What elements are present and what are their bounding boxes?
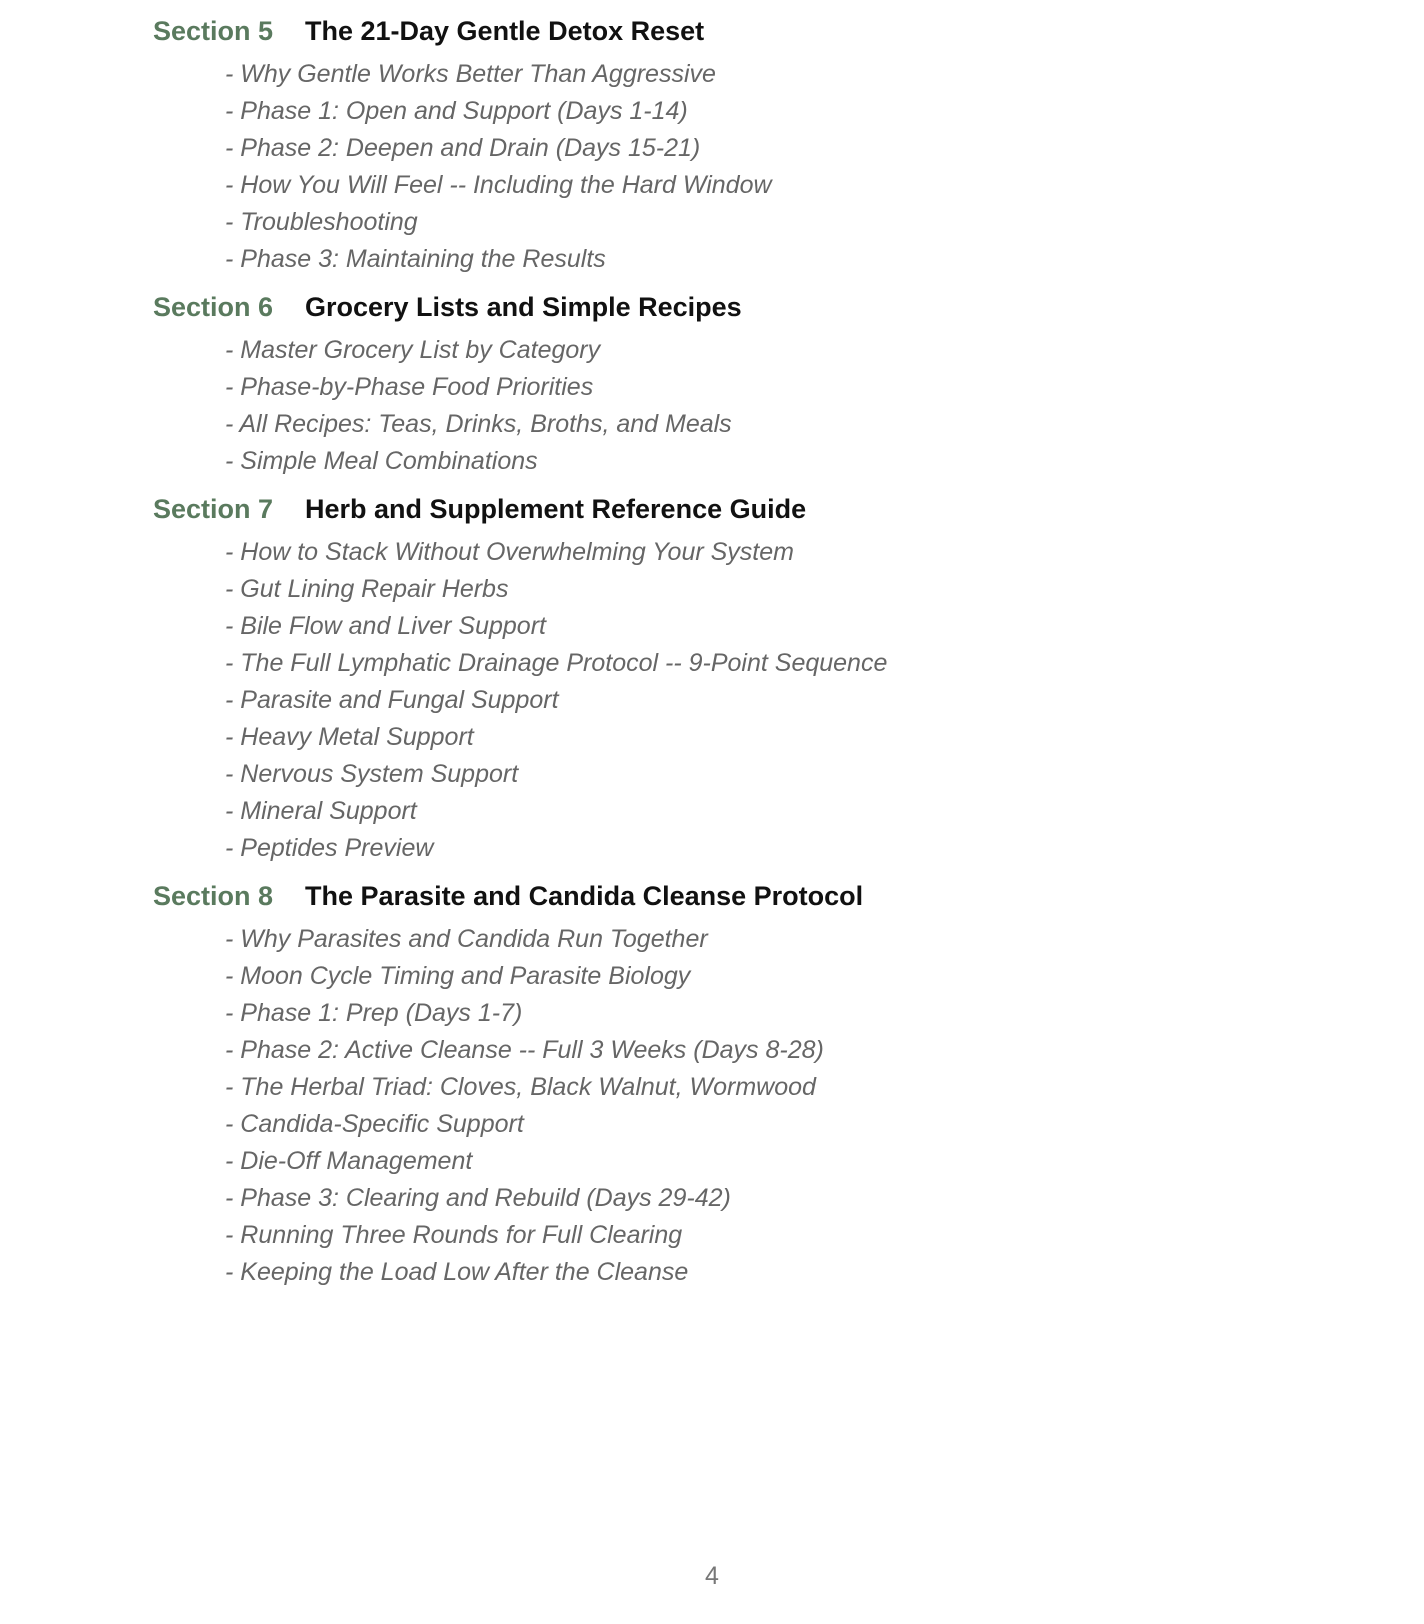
- section-title: The 21-Day Gentle Detox Reset: [305, 16, 705, 46]
- toc-item: - Heavy Metal Support: [225, 723, 474, 751]
- section-number: Section 7: [153, 494, 274, 524]
- section-item-list: [225, 534, 1353, 867]
- section-number: Section 5: [153, 16, 274, 46]
- section-title: The Parasite and Candida Cleanse Protocol: [305, 881, 864, 911]
- toc-item: - Phase 2: Active Cleanse -- Full 3 Weeks (Days 8-28): [225, 1036, 824, 1064]
- toc-item: - Bile Flow and Liver Support: [225, 612, 546, 640]
- toc-item: - Peptides Preview: [225, 834, 434, 862]
- toc-item: - Candida-Specific Support: [225, 1110, 524, 1138]
- toc-item: - Phase 3: Clearing and Rebuild (Days 29-42): [225, 1184, 731, 1212]
- toc-item: - Nervous System Support: [225, 760, 519, 788]
- section-item-list: [225, 921, 1353, 1291]
- section-number: Section 6: [153, 292, 274, 322]
- toc-item: - Parasite and Fungal Support: [225, 686, 559, 714]
- toc-item: - Die-Off Management: [225, 1147, 473, 1175]
- toc-item: - How to Stack Without Overwhelming Your System: [225, 538, 794, 566]
- section-heading: [153, 490, 1353, 528]
- toc-item: - Phase-by-Phase Food Priorities: [225, 373, 594, 401]
- section-item-list: [225, 56, 1353, 278]
- toc-item: - How You Will Feel -- Including the Hard Window: [225, 171, 772, 199]
- toc-item: - Simple Meal Combinations: [225, 447, 538, 475]
- toc-item: - All Recipes: Teas, Drinks, Broths, and Meals: [225, 410, 732, 438]
- section-heading: [153, 288, 1353, 326]
- page-number: 4: [705, 1562, 719, 1590]
- toc-item: - Mineral Support: [225, 797, 417, 825]
- toc-item: - Why Gentle Works Better Than Aggressive: [225, 60, 716, 88]
- toc-item: - Keeping the Load Low After the Cleanse: [225, 1258, 689, 1286]
- toc-item: - The Full Lymphatic Drainage Protocol -- 9-Point Sequence: [225, 649, 888, 677]
- section-heading: [153, 12, 1353, 50]
- toc-item: - Gut Lining Repair Herbs: [225, 575, 509, 603]
- toc-section: [153, 288, 1353, 480]
- toc-item: - The Herbal Triad: Cloves, Black Walnut, Wormwood: [225, 1073, 816, 1101]
- toc-item: - Troubleshooting: [225, 208, 418, 236]
- table-of-contents: [153, 12, 1353, 1301]
- toc-item: - Master Grocery List by Category: [225, 336, 601, 364]
- section-title: Herb and Supplement Reference Guide: [305, 494, 807, 524]
- toc-section: [153, 877, 1353, 1291]
- section-item-list: [225, 332, 1353, 480]
- toc-item: - Phase 1: Open and Support (Days 1-14): [225, 97, 688, 125]
- toc-item: - Why Parasites and Candida Run Together: [225, 925, 708, 953]
- toc-item: - Phase 2: Deepen and Drain (Days 15-21): [225, 134, 701, 162]
- toc-item: - Phase 3: Maintaining the Results: [225, 245, 606, 273]
- toc-section: [153, 490, 1353, 867]
- section-title: Grocery Lists and Simple Recipes: [305, 292, 742, 322]
- toc-item: - Phase 1: Prep (Days 1-7): [225, 999, 523, 1027]
- toc-item: - Running Three Rounds for Full Clearing: [225, 1221, 683, 1249]
- toc-section: [153, 12, 1353, 278]
- section-number: Section 8: [153, 881, 274, 911]
- section-heading: [153, 877, 1353, 915]
- toc-item: - Moon Cycle Timing and Parasite Biology: [225, 962, 691, 990]
